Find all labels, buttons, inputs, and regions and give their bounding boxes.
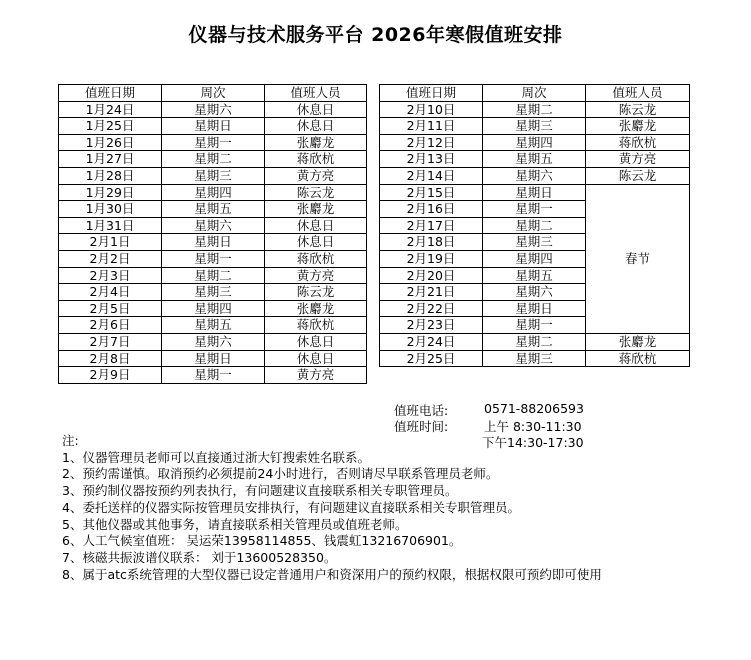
row-date: 2月25日 — [380, 350, 483, 367]
row-staff: 休息日 — [265, 118, 367, 135]
row-weekday: 星期三 — [162, 284, 265, 301]
notes-section — [62, 433, 602, 583]
note-item: 7、核磁共振波谱仪联系： 刘于13600528350。 — [62, 549, 337, 565]
row-staff: 蒋欣杭 — [586, 350, 690, 367]
row-date: 1月28日 — [59, 167, 162, 184]
row-weekday: 星期三 — [483, 350, 586, 367]
header-weekday: 周次 — [483, 85, 586, 102]
row-date: 2月8日 — [59, 350, 162, 367]
table-row — [380, 134, 690, 151]
row-date: 2月21日 — [380, 284, 483, 301]
row-date: 1月26日 — [59, 134, 162, 151]
row-weekday: 星期六 — [162, 217, 265, 234]
row-date: 2月3日 — [59, 267, 162, 284]
row-weekday: 星期四 — [162, 300, 265, 317]
row-weekday: 星期三 — [162, 167, 265, 184]
row-date: 1月25日 — [59, 118, 162, 135]
row-staff: 蒋欣杭 — [265, 250, 367, 267]
header-date: 值班日期 — [59, 85, 162, 102]
holiday-cell: 春节 — [586, 184, 690, 333]
row-staff: 蒋欣杭 — [265, 151, 367, 168]
row-weekday: 星期日 — [483, 300, 586, 317]
row-weekday: 星期五 — [483, 267, 586, 284]
header-staff: 值班人员 — [586, 85, 690, 102]
note-item: 2、预约需谨慎。取消预约必须提前24小时进行，否则请尽早联系管理员老师。 — [62, 466, 499, 482]
note-item: 5、其他仪器或其他事务，请直接联系相关管理员或值班老师。 — [62, 516, 408, 532]
row-date: 2月4日 — [59, 284, 162, 301]
row-date: 2月7日 — [59, 333, 162, 350]
row-staff: 休息日 — [265, 101, 367, 118]
row-weekday: 星期二 — [162, 151, 265, 168]
time-am: 上午 8:30-11:30 — [484, 419, 582, 434]
table-row — [59, 350, 367, 367]
row-date: 2月9日 — [59, 367, 162, 384]
row-date: 2月2日 — [59, 250, 162, 267]
row-staff: 休息日 — [265, 333, 367, 350]
note-item: 8、属于atc系统管理的大型仪器已设定普通用户和资深用户的预约权限，根据权限可预约即可使用 — [62, 566, 602, 582]
time-label: 值班时间: — [394, 419, 449, 434]
phone-label: 值班电话: — [394, 403, 449, 418]
table-row — [380, 184, 690, 201]
row-weekday: 星期一 — [483, 317, 586, 334]
row-weekday: 星期四 — [483, 134, 586, 151]
row-weekday: 星期一 — [162, 134, 265, 151]
table-row — [380, 167, 690, 184]
row-staff: 张麝龙 — [265, 300, 367, 317]
row-date: 1月29日 — [59, 184, 162, 201]
row-weekday: 星期六 — [483, 167, 586, 184]
notes-title: 注: — [62, 433, 79, 448]
table-header-row — [59, 85, 367, 102]
row-staff: 蒋欣杭 — [586, 134, 690, 151]
row-weekday: 星期三 — [483, 234, 586, 251]
page-title: 仪器与技术服务平台 2026年寒假值班安排 — [188, 24, 563, 46]
table-row — [59, 151, 367, 168]
row-weekday: 星期五 — [162, 317, 265, 334]
table-header-row — [380, 85, 690, 102]
row-weekday: 星期二 — [483, 101, 586, 118]
row-staff: 张麝龙 — [265, 134, 367, 151]
row-date: 2月6日 — [59, 317, 162, 334]
phone-value: 0571-88206593 — [484, 401, 584, 416]
row-weekday: 星期二 — [483, 333, 586, 350]
row-weekday: 星期日 — [162, 234, 265, 251]
row-date: 2月5日 — [59, 300, 162, 317]
table-row — [380, 118, 690, 135]
row-staff: 陈云龙 — [586, 167, 690, 184]
row-weekday: 星期三 — [483, 118, 586, 135]
row-weekday: 星期六 — [162, 333, 265, 350]
header-weekday: 周次 — [162, 85, 265, 102]
row-date: 1月31日 — [59, 217, 162, 234]
table-row — [59, 267, 367, 284]
row-weekday: 星期五 — [483, 151, 586, 168]
row-date: 2月18日 — [380, 234, 483, 251]
row-staff: 蒋欣杭 — [265, 317, 367, 334]
row-staff: 张麝龙 — [586, 118, 690, 135]
table-row — [59, 167, 367, 184]
table-row — [59, 118, 367, 135]
table-row — [59, 101, 367, 118]
row-date: 2月24日 — [380, 333, 483, 350]
row-weekday: 星期六 — [483, 284, 586, 301]
row-staff: 黄方亮 — [265, 167, 367, 184]
row-weekday: 星期二 — [483, 217, 586, 234]
table-row — [59, 284, 367, 301]
row-staff: 陈云龙 — [265, 184, 367, 201]
row-staff: 张麝龙 — [586, 333, 690, 350]
row-date: 2月11日 — [380, 118, 483, 135]
table-row — [380, 101, 690, 118]
duty-table-right — [379, 84, 690, 367]
row-staff: 陈云龙 — [265, 284, 367, 301]
row-staff: 黄方亮 — [265, 267, 367, 284]
table-row — [59, 250, 367, 267]
header-staff: 值班人员 — [265, 85, 367, 102]
table-row — [380, 151, 690, 168]
table-row — [59, 134, 367, 151]
row-date: 2月20日 — [380, 267, 483, 284]
table-row — [59, 234, 367, 251]
table-row — [59, 367, 367, 384]
row-weekday: 星期二 — [162, 267, 265, 284]
duty-table-left — [58, 84, 367, 384]
row-staff: 陈云龙 — [586, 101, 690, 118]
row-staff: 休息日 — [265, 350, 367, 367]
row-weekday: 星期四 — [162, 184, 265, 201]
row-staff: 张麝龙 — [265, 201, 367, 218]
table-row — [380, 333, 690, 350]
row-staff: 黄方亮 — [265, 367, 367, 384]
row-weekday: 星期日 — [483, 184, 586, 201]
row-weekday: 星期一 — [162, 367, 265, 384]
row-weekday: 星期六 — [162, 101, 265, 118]
row-date: 1月24日 — [59, 101, 162, 118]
note-item: 4、委托送样的仪器实际按管理员安排执行，有问题建议直接联系相关专职管理员。 — [62, 499, 520, 515]
row-weekday: 星期一 — [483, 201, 586, 218]
table-row — [380, 350, 690, 367]
row-weekday: 星期日 — [162, 350, 265, 367]
row-weekday: 星期五 — [162, 201, 265, 218]
table-row — [59, 217, 367, 234]
row-staff: 休息日 — [265, 217, 367, 234]
table-row — [59, 201, 367, 218]
row-staff: 黄方亮 — [586, 151, 690, 168]
row-date: 2月14日 — [380, 167, 483, 184]
row-staff: 休息日 — [265, 234, 367, 251]
row-weekday: 星期一 — [162, 250, 265, 267]
row-date: 2月17日 — [380, 217, 483, 234]
table-row — [59, 317, 367, 334]
row-date: 2月15日 — [380, 184, 483, 201]
row-date: 2月1日 — [59, 234, 162, 251]
header-date: 值班日期 — [380, 85, 483, 102]
row-date: 2月19日 — [380, 250, 483, 267]
note-item: 3、预约制仪器按预约列表执行，有问题建议直接联系相关专职管理员。 — [62, 483, 458, 499]
row-date: 2月22日 — [380, 300, 483, 317]
note-item: 1、仪器管理员老师可以直接通过浙大钉搜索姓名联系。 — [62, 449, 370, 465]
row-date: 1月27日 — [59, 151, 162, 168]
row-date: 2月23日 — [380, 317, 483, 334]
row-date: 1月30日 — [59, 201, 162, 218]
table-row — [59, 184, 367, 201]
table-row — [59, 300, 367, 317]
row-weekday: 星期四 — [483, 250, 586, 267]
table-row — [59, 333, 367, 350]
row-date: 2月16日 — [380, 201, 483, 218]
row-date: 2月13日 — [380, 151, 483, 168]
row-date: 2月12日 — [380, 134, 483, 151]
time-pm: 下午14:30-17:30 — [482, 435, 584, 450]
note-item: 6、人工气候室值班： 吴运荣13958114855、钱震虹13216706901。 — [62, 533, 462, 549]
row-weekday: 星期日 — [162, 118, 265, 135]
row-date: 2月10日 — [380, 101, 483, 118]
